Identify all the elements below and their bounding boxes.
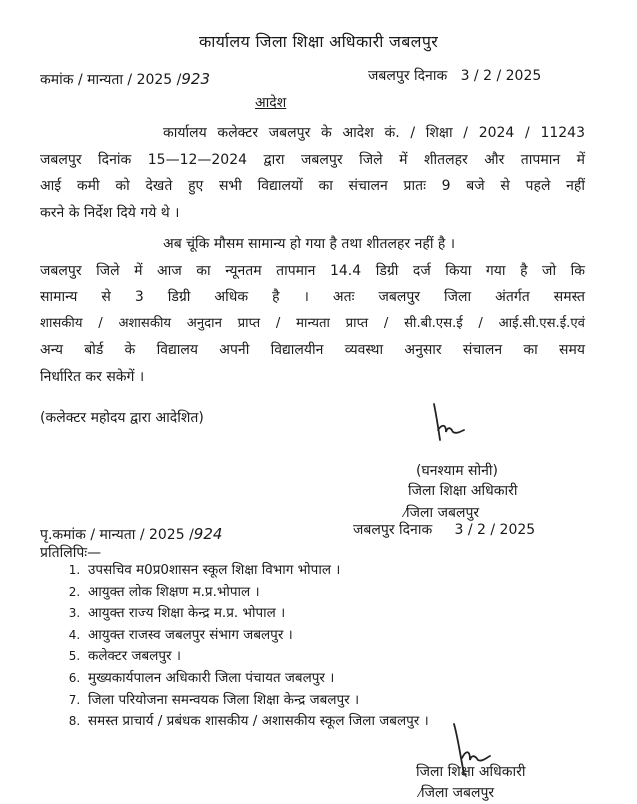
endorsement-reference: [40, 525, 222, 544]
endorsement-date: [353, 520, 535, 539]
signatory-name: (घनश्याम सोनी): [416, 463, 498, 479]
reference-line: [40, 70, 210, 89]
paragraph-line: अन्य बोर्ड के विद्यालय अपनी विद्यालयीन व्यवस्था अनुसार संचालन का समय: [40, 342, 585, 358]
paragraph-line: सामान्य से 3 डिग्री अधिक है । अतः जबलपुर जिला अंतर्गत समस्त: [40, 289, 585, 305]
reference-number-handwritten: 923: [181, 70, 211, 88]
copies-list: [40, 560, 429, 733]
date-label: जबलपुर दिनाक: [368, 68, 448, 84]
endorsement-date-value: 3 / 2 / 2025: [454, 522, 536, 538]
order-heading: आदेश: [255, 95, 287, 111]
copy-recipient: 7. जिला परियोजना समन्वयक जिला शिक्षा केन्द्र जबलपुर ।: [84, 690, 429, 712]
footer-designation: जिला शिक्षा अधिकारी: [416, 764, 526, 780]
copy-recipient: 3. आयुक्त राज्य शिक्षा केन्द्र म.प्र. भोपाल ।: [84, 603, 429, 625]
authority-note: (कलेक्टर महोदय द्वारा आदेशित): [40, 410, 204, 426]
signatory-place: ⁄जिला जबलपुर: [404, 505, 480, 521]
order-paragraph-2: [40, 231, 585, 390]
reference-label: कमांक / मान्यता / 2025 /: [40, 72, 182, 88]
endorsement-date-label: जबलपुर दिनाक: [353, 522, 433, 538]
copy-recipient: 6. मुख्यकार्यपालन अधिकारी जिला पंचायत जबलपुर ।: [84, 668, 429, 690]
copy-recipient: 5. कलेक्टर जबलपुर ।: [84, 646, 429, 668]
copy-recipient: 4. आयुक्त राजस्व जबलपुर संभाग जबलपुर ।: [84, 625, 429, 647]
header-date: [368, 66, 541, 85]
footer-place: ⁄जिला जबलपुर: [419, 785, 495, 801]
copy-recipient: 1. उपसचिव म0प्र0शासन स्कूल शिक्षा विभाग भोपाल ।: [84, 560, 429, 582]
paragraph-line: अब चूंकि मौसम सामान्य हो गया है तथा शीतलहर नहीं है ।: [163, 236, 456, 252]
office-title: कार्यालय जिला शिक्षा अधिकारी जबलपुर: [198, 32, 439, 51]
copies-heading: प्रतिलिपिः—: [40, 545, 102, 561]
paragraph-line: निर्धारित कर सकेगें ।: [40, 368, 145, 385]
copy-recipient: 2. आयुक्त लोक शिक्षण म.प्र.भोपाल ।: [84, 582, 429, 604]
paragraph-line: जबलपुर जिले में आज का न्यूनतम तापमान 14.4 डिग्री दर्ज किया गया है जो कि: [40, 262, 585, 279]
endorsement-number-handwritten: 924: [193, 525, 223, 543]
paragraph-line: कार्यालय कलेक्टर जबलपुर के आदेश कं. / शिक्षा / 2024 / 11243: [163, 125, 585, 141]
endorsement-reference-label: पृ.कमांक / मान्यता / 2025 /: [40, 527, 194, 543]
signature-mark: [420, 400, 480, 450]
paragraph-line: आई कमी को देखते हुए सभी विद्यालयों का संचालन प्रातः 9 बजे से पहले नहीं: [40, 178, 585, 194]
paragraph-line: जबलपुर दिनांक 15—12—2024 द्वारा जबलपुर जिले में शीतलहर और तापमान में: [40, 151, 585, 168]
paragraph-line: करने के निर्देश दिये गये थे ।: [40, 204, 180, 221]
paragraph-line: शासकीय / अशासकीय अनुदान प्राप्त / मान्यता प्राप्त / सी.बी.एस.ई / आई.सी.एस.ई.एवं: [40, 315, 585, 331]
copy-recipient: 8. समस्त प्राचार्य / प्रबंधक शासकीय / अशासकीय स्कूल जिला जबलपुर ।: [84, 711, 429, 733]
order-paragraph-1: [40, 120, 585, 226]
date-value: 3 / 2 / 2025: [460, 68, 542, 84]
signatory-designation: जिला शिक्षा अधिकारी: [408, 483, 518, 499]
